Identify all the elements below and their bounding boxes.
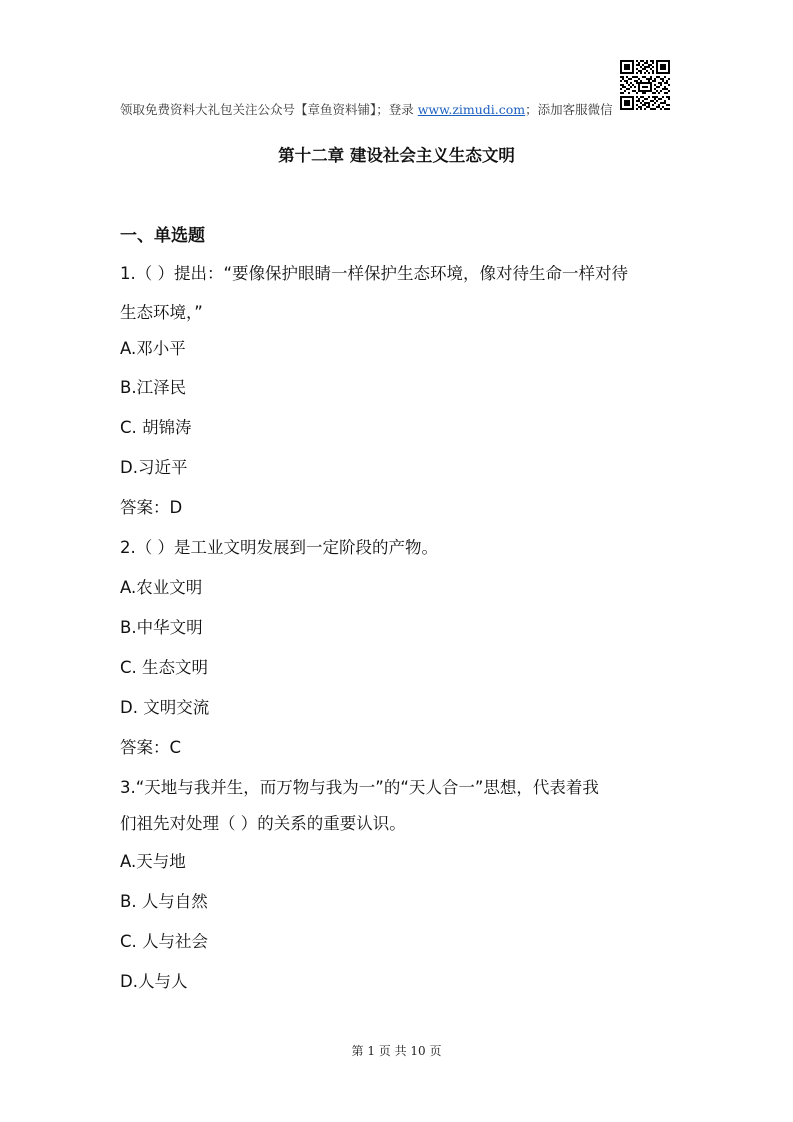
question-1-option-c: C. 胡锦涛	[120, 418, 192, 437]
section-title: 一、单选题	[120, 226, 205, 246]
question-2-option-d: D. 文明交流	[120, 698, 210, 717]
question-1-option-b: B.江泽民	[120, 378, 187, 397]
question-3-option-c: C. 人与社会	[120, 932, 209, 951]
question-2-option-b: B.中华文明	[120, 618, 203, 637]
page-title: 第十二章 建设社会主义生态文明	[278, 146, 515, 165]
question-2-answer: 答案：C	[120, 738, 182, 757]
page-footer: 第 1 页 共 10 页	[351, 1044, 442, 1058]
question-2-option-c: C. 生态文明	[120, 658, 209, 677]
question-3-option-d: D.人与人	[120, 972, 188, 991]
qr-code-icon	[620, 60, 670, 110]
header-promo-text-end: ；添加客服微信	[525, 102, 613, 117]
question-1-answer: 答案：D	[120, 498, 183, 517]
header-line	[120, 101, 613, 119]
header-website-link[interactable]: www.zimudi.com	[417, 102, 526, 117]
question-2-text: 2.（ ）是工业文明发展到一定阶段的产物。	[120, 538, 438, 557]
question-1-option-d: D.习近平	[120, 458, 188, 477]
question-3-text-cont: 们祖先对处理（ ）的关系的重要认识。	[120, 814, 406, 833]
question-3-text: 3.“天地与我并生，而万物与我为一”的“天人合一”思想，代表着我	[120, 778, 599, 797]
header-promo-text: 领取免费资料大礼包关注公众号【章鱼资料铺】；登录	[120, 102, 418, 117]
question-1-option-a: A.邓小平	[120, 339, 186, 358]
question-3-option-b: B. 人与自然	[120, 892, 208, 911]
question-3-option-a: A.天与地	[120, 852, 186, 871]
question-1-text-cont: 生态环境，”	[120, 303, 203, 322]
question-2-option-a: A.农业文明	[120, 578, 203, 597]
question-1-text: 1.（ ）提出：“要像保护眼睛一样保护生态环境，像对待生命一样对待	[120, 264, 629, 283]
